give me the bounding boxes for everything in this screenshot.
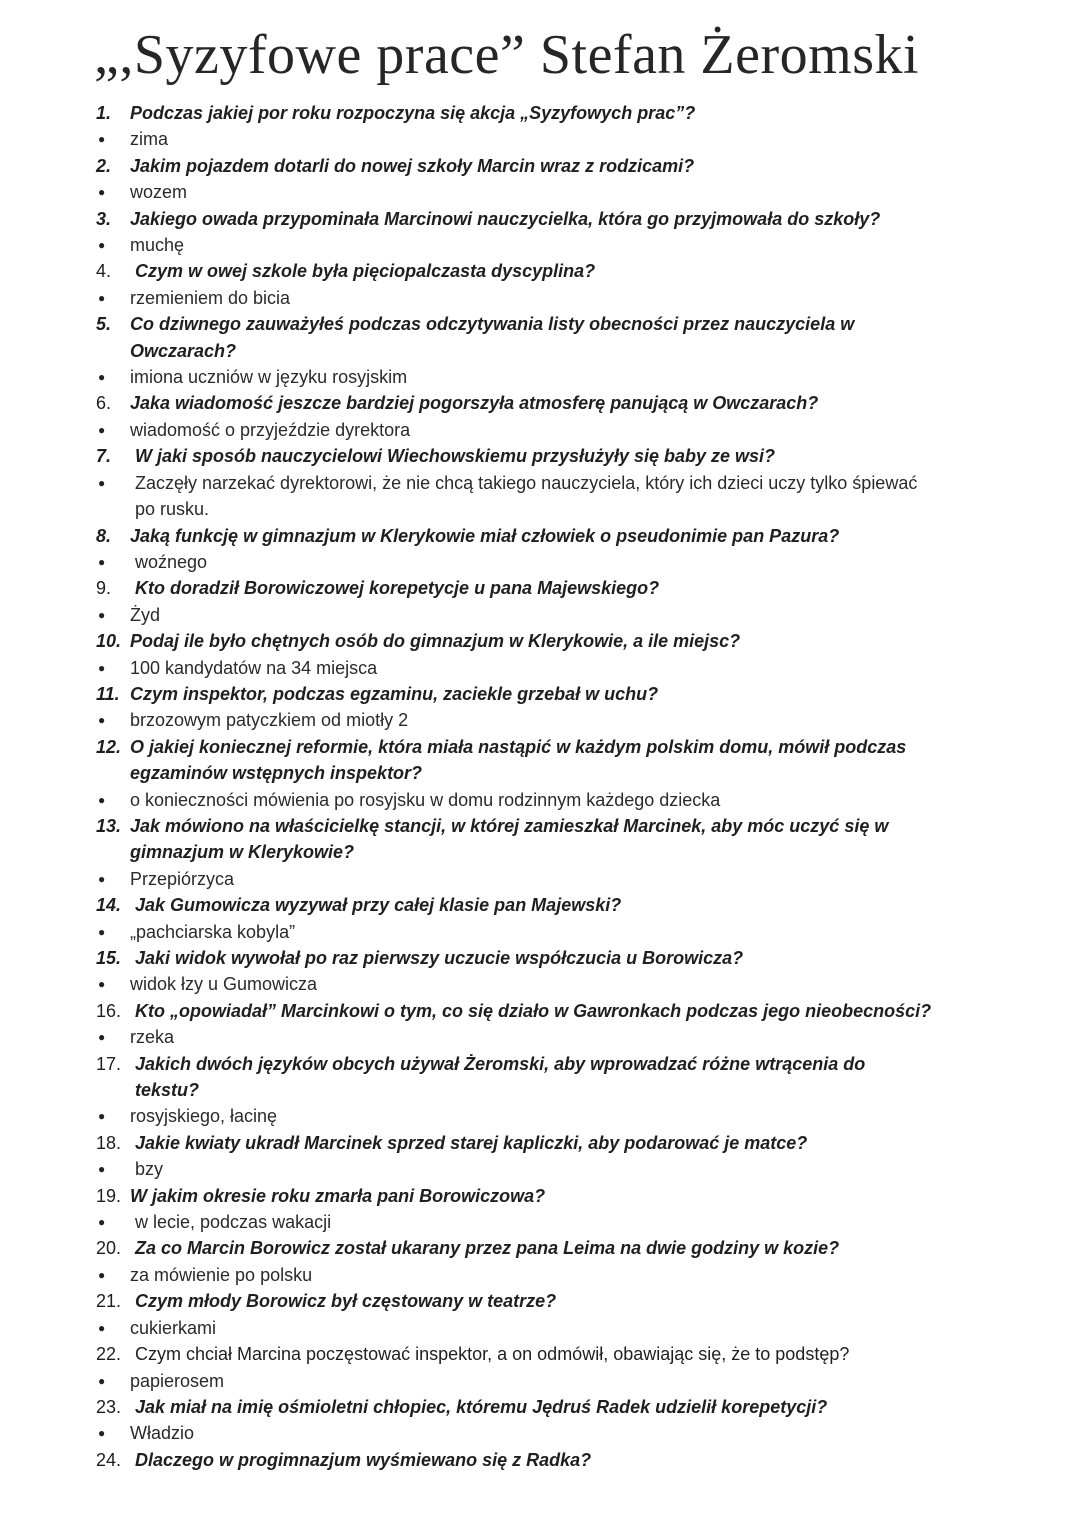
answer-line: bzy (135, 1159, 164, 1180)
answer-text (130, 417, 1036, 443)
answer-item (96, 1209, 1036, 1235)
answer-line: zima (130, 129, 169, 150)
question-answer-list (96, 100, 1036, 1473)
answer-item (96, 364, 1036, 390)
question-line: gimnazjum w Klerykowie? (130, 842, 355, 863)
answer-item (96, 1156, 1036, 1182)
bullet-icon: ● (98, 1109, 106, 1124)
question-line: Za co Marcin Borowicz został ukarany przez pana Leima na dwie godziny w kozie? (135, 1238, 840, 1259)
bullet-icon: ● (98, 1267, 106, 1282)
question-text (135, 945, 1036, 971)
page-title: „,Syzyfowe prace” Stefan Żeromski (94, 24, 920, 86)
question-number: 11. (96, 683, 120, 704)
answer-item (96, 707, 1036, 733)
question-text (130, 311, 1036, 364)
question-line: Jakie kwiaty ukradł Marcinek sprzed starej kapliczki, aby podarować je matce? (135, 1132, 808, 1153)
question-number: 7. (96, 446, 112, 467)
question-number: 3. (96, 208, 112, 229)
answer-line: woźnego (135, 551, 208, 572)
question-item (96, 1183, 1036, 1209)
answer-item (96, 1262, 1036, 1288)
answer-text (135, 549, 1036, 575)
bullet-icon: ● (98, 1215, 106, 1230)
question-line: Owczarach? (130, 340, 237, 361)
answer-line: wiadomość o przyjeździe dyrektora (130, 419, 411, 440)
question-number: 13. (96, 815, 122, 836)
question-number: 15. (96, 948, 122, 968)
question-line: Jakiego owada przypominała Marcinowi nauczycielka, która go przyjmowała do szkoły? (130, 208, 881, 229)
question-line: Jak Gumowicza wyzywał przy całej klasie pan Majewski? (135, 895, 622, 916)
question-line: egzaminów wstępnych inspektor? (130, 763, 423, 784)
question-number: 20. (96, 1238, 122, 1259)
bullet-icon: ● (98, 924, 106, 939)
question-number: 12. (96, 736, 122, 757)
question-item (96, 311, 1036, 364)
bullet-icon: ● (98, 422, 106, 437)
question-line: tekstu? (135, 1080, 200, 1101)
answer-text (130, 707, 1036, 733)
bullet-icon: ● (98, 792, 106, 807)
question-number: 9. (96, 578, 112, 599)
answer-line: brzozowym patyczkiem od miotły 2 (130, 710, 409, 731)
answer-text (135, 470, 1036, 523)
answer-line: Władzio (130, 1423, 195, 1444)
question-item (96, 390, 1036, 416)
answer-item (96, 126, 1036, 152)
question-line: Kto „opowiadał” Marcinkowi o tym, co się działo w Gawronkach podczas jego nieobecności? (135, 1000, 932, 1021)
bullet-icon: ● (98, 607, 106, 622)
question-line: Co dziwnego zauważyłeś podczas odczytywania listy obecności przez nauczyciela w (130, 314, 855, 335)
answer-line: wozem (130, 182, 188, 203)
answer-line: 100 kandydatów na 34 miejsca (130, 657, 378, 678)
question-number: 14. (96, 895, 122, 916)
question-item (96, 734, 1036, 787)
question-number: 23. (96, 1396, 122, 1417)
question-number: 5. (96, 314, 112, 335)
answer-text (130, 1262, 1036, 1288)
bullet-icon: ● (98, 554, 106, 569)
answer-line: cukierkami (130, 1317, 217, 1338)
question-number: 4. (96, 261, 112, 282)
answer-item (96, 1024, 1036, 1050)
question-item (96, 1051, 1036, 1104)
answer-text (130, 1420, 1036, 1446)
question-item (96, 443, 1036, 469)
answer-item (96, 285, 1036, 311)
question-line: Jak miał na imię ośmioletni chłopiec, któremu Jędruś Radek udzielił korepetycji? (135, 1396, 828, 1417)
bullet-icon: ● (98, 132, 106, 147)
answer-text (130, 1315, 1036, 1341)
answer-line: rzemieniem do bicia (130, 287, 291, 308)
bullet-icon: ● (98, 1426, 106, 1441)
question-item (96, 1447, 1036, 1473)
answer-item (96, 179, 1036, 205)
question-item (96, 1394, 1036, 1420)
answer-line: papierosem (130, 1370, 225, 1391)
question-text (130, 628, 1036, 654)
answer-text (130, 364, 1036, 390)
question-item (96, 1288, 1036, 1314)
answer-text (130, 602, 1036, 628)
bullet-icon: ● (98, 475, 106, 490)
question-text (130, 100, 1036, 126)
bullet-icon: ● (98, 660, 106, 675)
question-line: Kto doradził Borowiczowej korepetycje u pana Majewskiego? (135, 578, 660, 599)
question-item (96, 100, 1036, 126)
question-line: W jaki sposób nauczycielowi Wiechowskiemu przysłużyły się baby ze wsi? (135, 446, 776, 467)
answer-line: rzeka (130, 1027, 175, 1048)
question-item (96, 1341, 1036, 1367)
bullet-icon: ● (98, 977, 106, 992)
answer-item (96, 787, 1036, 813)
question-text (130, 153, 1036, 179)
question-text (135, 892, 1036, 918)
question-number: 10. (96, 631, 122, 652)
question-text (130, 1183, 1036, 1209)
question-number: 17. (96, 1053, 122, 1074)
question-text (130, 734, 1036, 787)
answer-text (130, 787, 1036, 813)
bullet-icon: ● (98, 370, 106, 385)
question-line: Jaki widok wywołał po raz pierwszy uczucie współczucia u Borowicza? (135, 948, 744, 968)
question-item (96, 998, 1036, 1024)
answer-item (96, 655, 1036, 681)
question-text (135, 1288, 1036, 1314)
bullet-icon: ● (98, 1162, 106, 1177)
question-text (135, 1447, 1036, 1473)
answer-line: Żyd (130, 604, 161, 625)
question-line: Podczas jakiej por roku rozpoczyna się akcja „Syzyfowych prac”? (130, 103, 696, 123)
answer-line: muchę (130, 235, 185, 256)
answer-line: Zaczęły narzekać dyrektorowi, że nie chcą takiego nauczyciela, który ich dzieci uczy tylko śpiewać (135, 472, 918, 493)
bullet-icon: ● (98, 871, 106, 886)
answer-text (130, 1103, 1036, 1129)
question-text (130, 523, 1036, 549)
answer-item (96, 417, 1036, 443)
answer-line: za mówienie po polsku (130, 1264, 313, 1285)
answer-text (130, 285, 1036, 311)
question-text (135, 998, 1036, 1024)
bullet-icon: ● (98, 185, 106, 200)
answer-item (96, 866, 1036, 892)
question-line: Czym młody Borowicz był częstowany w teatrze? (135, 1291, 557, 1312)
answer-item (96, 1103, 1036, 1129)
question-line: Jaka wiadomość jeszcze bardziej pogorszyła atmosferę panującą w Owczarach? (130, 393, 819, 414)
answer-line: widok łzy u Gumowicza (130, 974, 318, 995)
question-number: 6. (96, 393, 112, 414)
question-text (135, 1341, 1036, 1367)
question-number: 18. (96, 1132, 122, 1153)
bullet-icon: ● (98, 290, 106, 305)
question-number: 2. (96, 155, 112, 176)
answer-line: rosyjskiego, łacinę (130, 1106, 278, 1127)
answer-item (96, 1368, 1036, 1394)
question-item (96, 892, 1036, 918)
answer-line: Przepiórzyca (130, 868, 235, 889)
question-text (135, 1130, 1036, 1156)
question-line: Czym inspektor, podczas egzaminu, zaciekle grzebał w uchu? (130, 683, 659, 704)
question-line: Czym w owej szkole była pięciopalczasta dyscyplina? (135, 261, 596, 282)
question-item (96, 945, 1036, 971)
question-line: W jakim okresie roku zmarła pani Borowiczowa? (130, 1185, 546, 1206)
question-item (96, 628, 1036, 654)
question-number: 16. (96, 1000, 122, 1021)
question-item (96, 1235, 1036, 1261)
question-item (96, 575, 1036, 601)
question-text (135, 1394, 1036, 1420)
answer-item (96, 971, 1036, 997)
answer-text (130, 1368, 1036, 1394)
answer-text (130, 655, 1036, 681)
answer-item (96, 232, 1036, 258)
question-line: Jakim pojazdem dotarli do nowej szkoły Marcin wraz z rodzicami? (130, 155, 695, 176)
bullet-icon: ● (98, 713, 106, 728)
question-line: Jakich dwóch języków obcych używał Żeromski, aby wprowadzać różne wtrącenia do (135, 1053, 866, 1074)
answer-text (130, 232, 1036, 258)
answer-line: „pachciarska kobyla” (130, 921, 296, 942)
answer-item (96, 549, 1036, 575)
answer-text (130, 126, 1036, 152)
question-item (96, 206, 1036, 232)
question-item (96, 681, 1036, 707)
answer-item (96, 919, 1036, 945)
answer-item (96, 470, 1036, 523)
question-item (96, 813, 1036, 866)
answer-text (135, 1209, 1036, 1235)
question-text (135, 1051, 1036, 1104)
question-text (130, 813, 1036, 866)
answer-text (130, 1024, 1036, 1050)
question-line: O jakiej koniecznej reformie, która miała nastąpić w każdym polskim domu, mówił podczas (130, 736, 907, 757)
answer-text (130, 179, 1036, 205)
question-text (130, 390, 1036, 416)
question-line: Podaj ile było chętnych osób do gimnazjum w Klerykowie, a ile miejsc? (130, 631, 741, 652)
answer-line: w lecie, podczas wakacji (135, 1212, 332, 1233)
question-number: 24. (96, 1449, 122, 1470)
answer-text (130, 971, 1036, 997)
question-number: 21. (96, 1291, 122, 1312)
question-text (135, 443, 1036, 469)
question-item (96, 153, 1036, 179)
bullet-icon: ● (98, 238, 106, 253)
question-number: 1. (96, 103, 112, 123)
answer-text (135, 1156, 1036, 1182)
question-text (130, 206, 1036, 232)
question-number: 19. (96, 1185, 122, 1206)
answer-line: o konieczności mówienia po rosyjsku w domu rodzinnym każdego dziecka (130, 789, 721, 810)
question-line: Czym chciał Marcina poczęstować inspektor, a on odmówił, obawiając się, że to podstęp? (135, 1344, 850, 1365)
question-number: 8. (96, 525, 112, 546)
question-item (96, 523, 1036, 549)
answer-item (96, 1420, 1036, 1446)
question-line: Dlaczego w progimnazjum wyśmiewano się z Radka? (135, 1449, 592, 1470)
answer-item (96, 1315, 1036, 1341)
answer-text (130, 866, 1036, 892)
question-text (130, 681, 1036, 707)
question-text (135, 258, 1036, 284)
bullet-icon: ● (98, 1373, 106, 1388)
question-text (135, 1235, 1036, 1261)
question-text (135, 575, 1036, 601)
answer-item (96, 602, 1036, 628)
question-line: Jaką funkcję w gimnazjum w Klerykowie miał człowiek o pseudonimie pan Pazura? (130, 525, 840, 546)
question-item (96, 1130, 1036, 1156)
bullet-icon: ● (98, 1320, 106, 1335)
question-number: 22. (96, 1344, 122, 1365)
bullet-icon: ● (98, 1030, 106, 1045)
answer-line: imiona uczniów w języku rosyjskim (130, 367, 408, 388)
answer-text (130, 919, 1036, 945)
question-line: Jak mówiono na właścicielkę stancji, w której zamieszkał Marcinek, aby móc uczyć się w (130, 815, 889, 836)
answer-line: po rusku. (135, 499, 210, 520)
question-item (96, 258, 1036, 284)
